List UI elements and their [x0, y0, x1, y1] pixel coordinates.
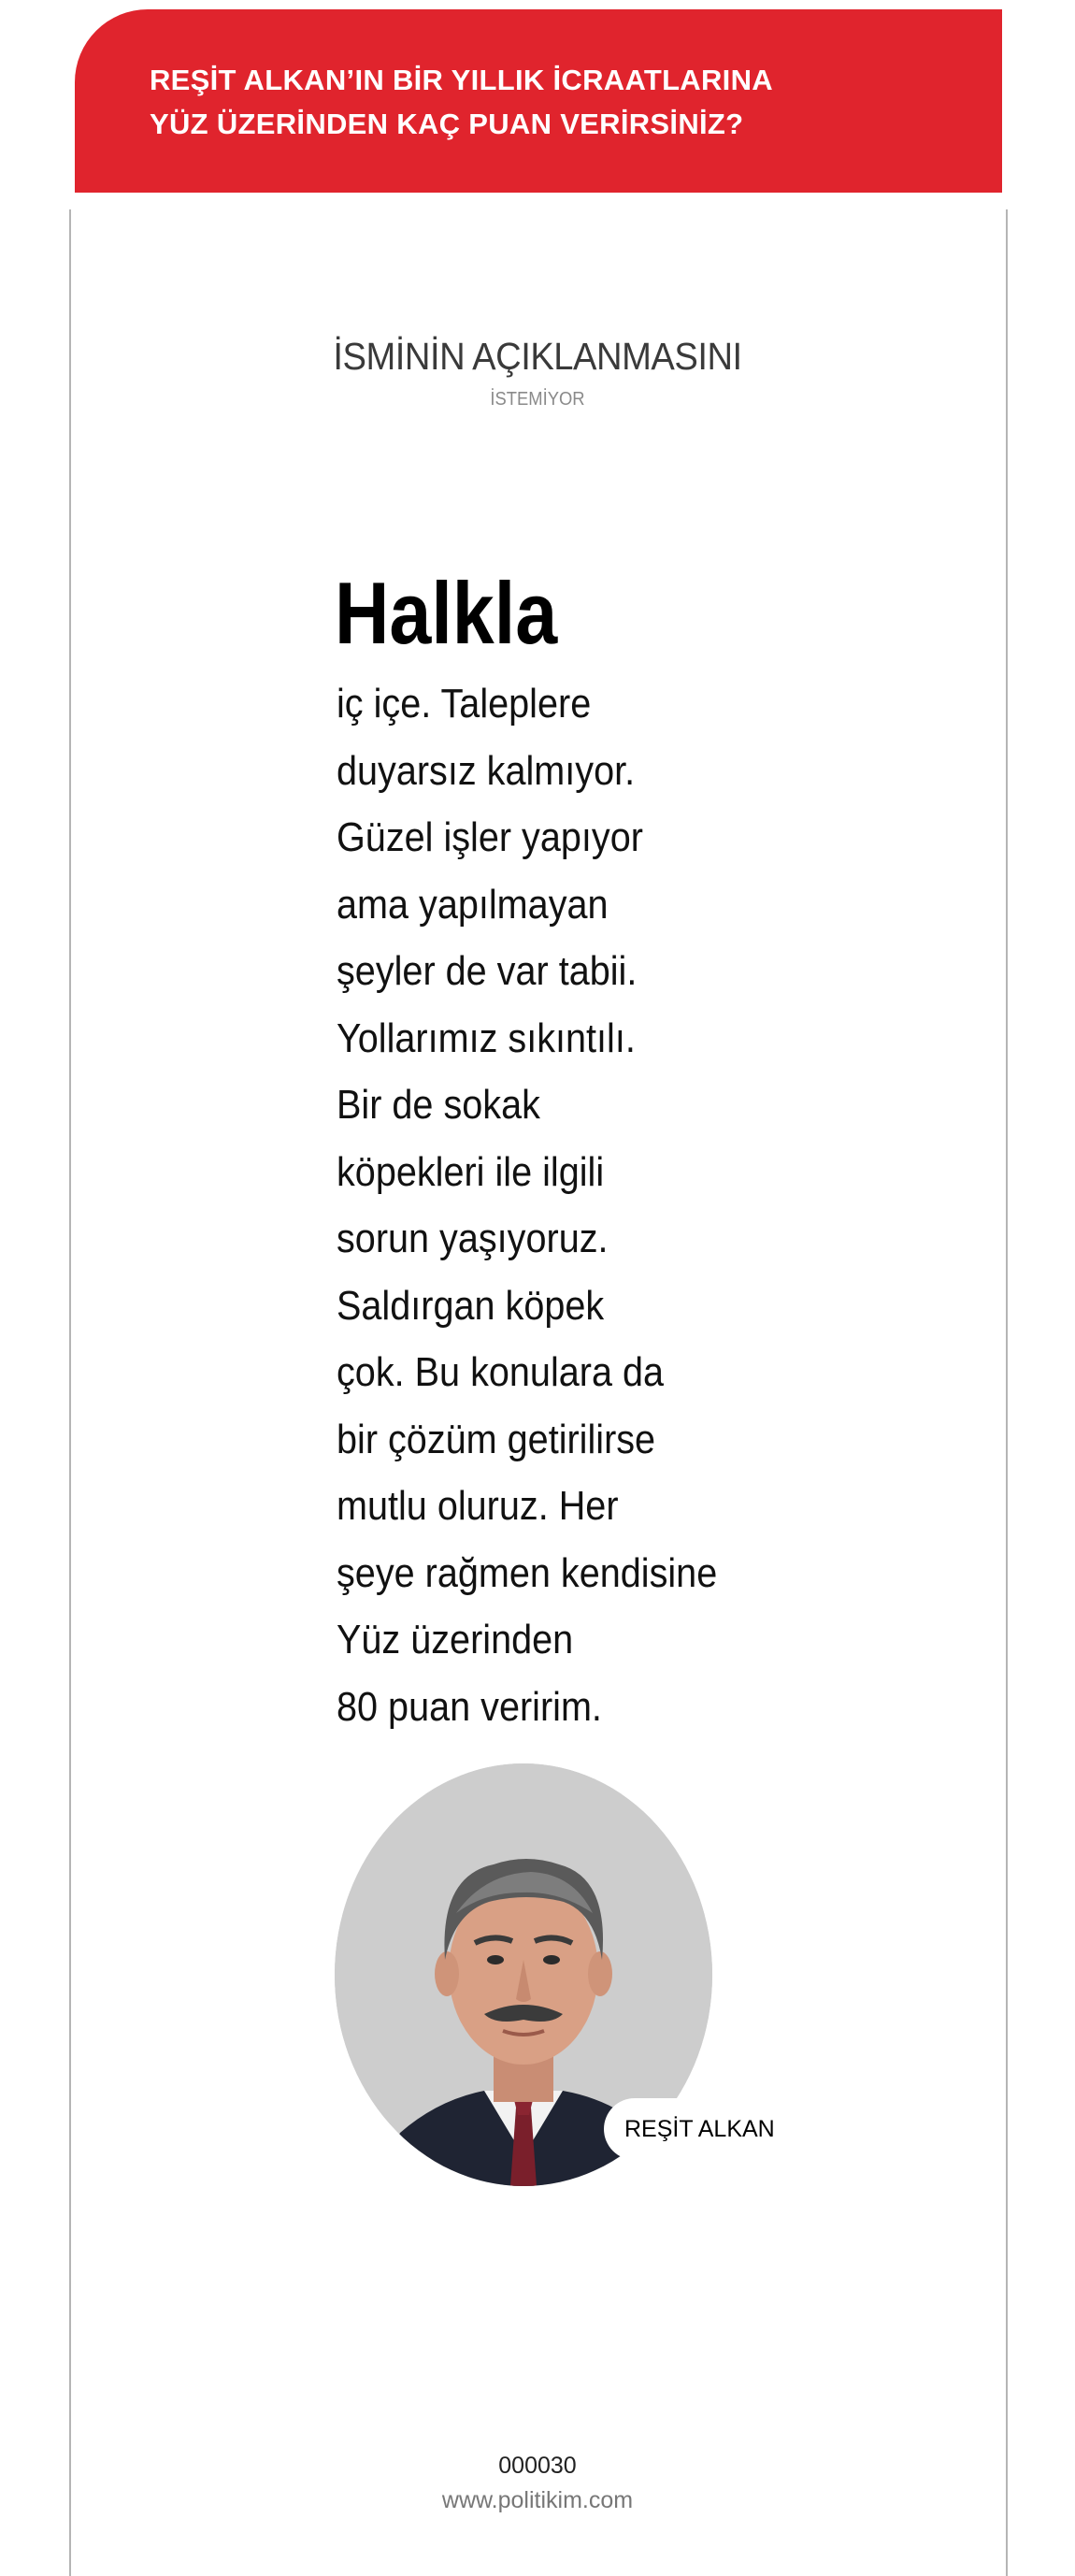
- quote-line: mutlu oluruz. Her: [337, 1483, 619, 1529]
- respondent-label: İSMİNİN AÇIKLANMASINI: [333, 335, 742, 378]
- left-border-rule: [69, 209, 71, 2576]
- header-title-line-1: REŞİT ALKAN’IN BİR YILLIK İCRAATLARINA: [150, 64, 773, 96]
- header-banner: [75, 9, 1002, 193]
- quote-line: bir çözüm getirilirse: [337, 1416, 656, 1462]
- header-title-line-2: YÜZ ÜZERİNDEN KAÇ PUAN VERİRSİNİZ?: [150, 108, 744, 140]
- quote-headline: Halkla: [335, 564, 558, 662]
- right-border-rule: [1006, 209, 1008, 2576]
- name-badge: [604, 2098, 790, 2160]
- quote-body: [337, 670, 717, 1740]
- quote-line: köpekleri ile ilgili: [337, 1148, 605, 1195]
- quote-line: 80 puan veririm.: [337, 1683, 602, 1730]
- quote-line: Saldırgan köpek: [337, 1282, 605, 1329]
- quote-line: Güzel işler yapıyor: [337, 814, 643, 860]
- quote-line: şeye rağmen kendisine: [337, 1549, 718, 1596]
- quote-line: ama yapılmayan: [337, 881, 609, 928]
- quote-line: şeyler de var tabii.: [337, 948, 638, 994]
- quote-line: duyarsız kalmıyor.: [337, 747, 636, 794]
- quote-line: sorun yaşıyoruz.: [337, 1216, 609, 1261]
- quote-line: Yollarımız sıkıntılı.: [337, 1015, 636, 1061]
- quote-line: çok. Bu konulara da: [337, 1349, 665, 1395]
- quote-line: iç içe. Taleplere: [337, 681, 592, 727]
- footer-url[interactable]: www.politikim.com: [441, 2487, 634, 2513]
- quote-line: Yüz üzerinden: [337, 1617, 574, 1662]
- footer-code: 000030: [498, 2453, 577, 2479]
- portrait-name: REŞİT ALKAN: [624, 2115, 775, 2142]
- header-title: [150, 58, 773, 146]
- quote-line: Bir de sokak: [337, 1082, 540, 1128]
- respondent-sublabel: İSTEMİYOR: [490, 389, 585, 410]
